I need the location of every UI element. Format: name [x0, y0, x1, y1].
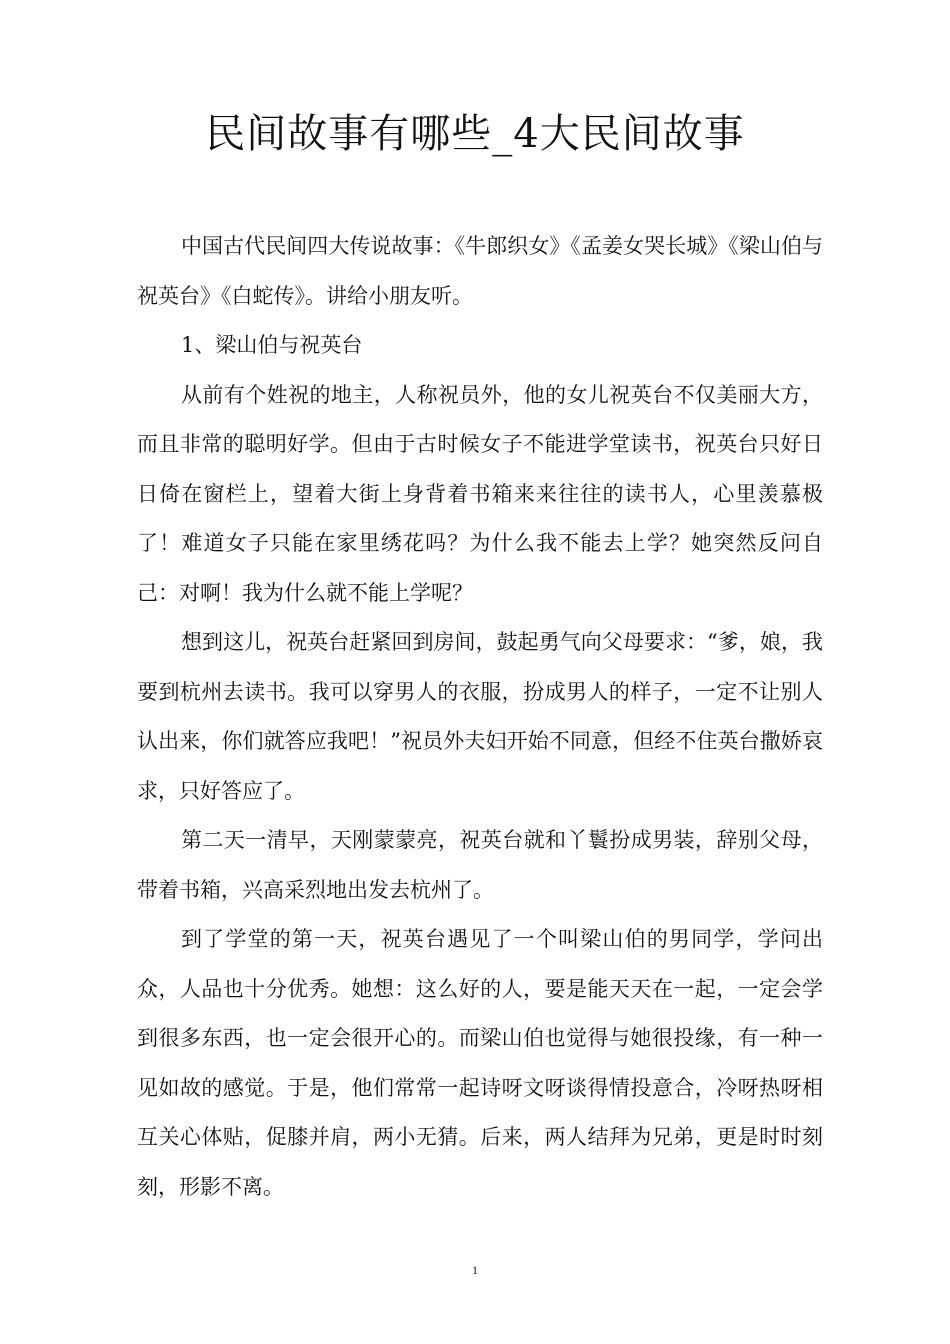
page-number: 1 — [472, 1263, 478, 1277]
story-paragraph: 到了学堂的第一天，祝英台遇见了一个叫梁山伯的男同学，学问出众，人品也十分优秀。她想：这么好的人，要是能天天在一起，一定会学到很多东西，也一定会很开心的。而梁山伯也觉得与她很投缘，有一种一见如故的感觉。于是，他们常常一起诗呀文呀谈得情投意合，冷呀热呀相互关心体贴，促膝并肩，两小无猜。后来，两人结拜为兄弟，更是时时刻刻，形影不离。 — [137, 927, 823, 1199]
story-paragraph: 第二天一清早，天刚蒙蒙亮，祝英台就和丫鬟扮成男装，辞别父母，带着书箱，兴高采烈地出发去杭州了。 — [137, 828, 823, 902]
story-paragraph: 想到这儿，祝英台赶紧回到房间，鼓起勇气向父母要求：“爹，娘，我要到杭州去读书。我可以穿男人的衣服，扮成男人的样子，一定不让别人认出来，你们就答应我吧！”祝员外夫妇开始不同意，但经不住英台撒娇哀求，只好答应了。 — [137, 630, 823, 803]
document-body — [137, 222, 823, 1212]
document-title: 民间故事有哪些_4大民间故事 — [205, 111, 745, 157]
section-heading: 1、梁山伯与祝英台 — [181, 333, 363, 357]
intro-paragraph: 中国古代民间四大传说故事：《牛郎织女》《孟姜女哭长城》《梁山伯与祝英台》《白蛇传》。讲给小朋友听。 — [137, 234, 823, 308]
story-paragraph: 从前有个姓祝的地主，人称祝员外，他的女儿祝英台不仅美丽大方，而且非常的聪明好学。但由于古时候女子不能进学堂读书，祝英台只好日日倚在窗栏上，望着大街上身背着书箱来来往往的读书人，心里羡慕极了！难道女子只能在家里绣花吗？为什么我不能去上学？她突然反问自己：对啊！我为什么就不能上学呢？ — [137, 382, 823, 605]
